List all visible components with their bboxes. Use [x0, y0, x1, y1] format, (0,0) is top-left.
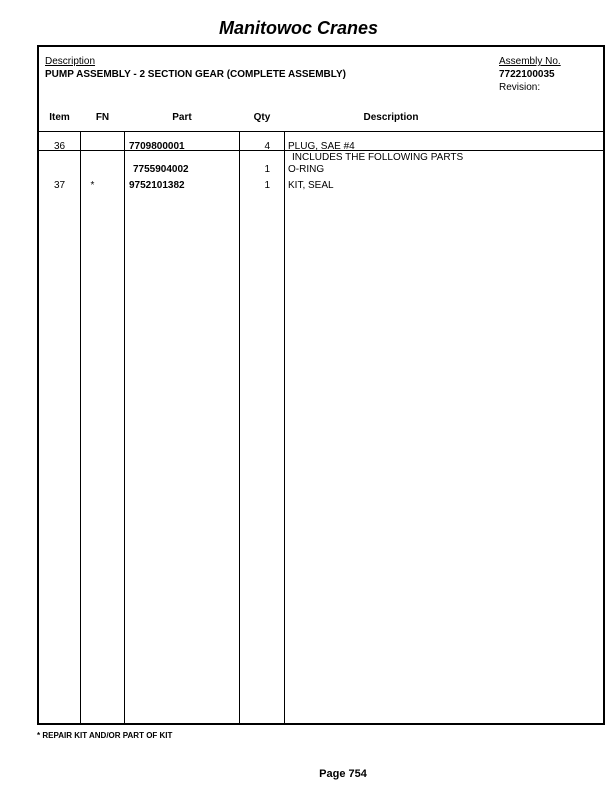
item-number: 36: [53, 141, 66, 152]
page-title: Manitowoc Cranes: [218, 18, 379, 38]
column-line: [284, 132, 285, 723]
fn-marker: *: [90, 180, 95, 191]
column-line: [124, 132, 125, 723]
part-number: 9752101382: [129, 180, 185, 191]
description-value: PUMP ASSEMBLY - 2 SECTION GEAR (COMPLETE ASSEMBLY): [45, 69, 346, 80]
quantity: 1: [264, 180, 270, 191]
column-line: [239, 132, 240, 723]
part-number: 7755904002: [133, 164, 189, 175]
col-header-fn: FN: [95, 112, 110, 123]
assembly-label: Assembly No.: [499, 56, 561, 67]
part-description: KIT, SEAL: [288, 180, 334, 191]
revision-label: Revision:: [499, 82, 541, 93]
col-header-description: Description: [363, 112, 419, 123]
part-description: PLUG, SAE #4: [288, 141, 355, 152]
page-number: Page 754: [319, 768, 367, 780]
item-number: 37: [53, 180, 66, 191]
col-header-item: Item: [49, 112, 70, 123]
column-line: [80, 132, 81, 723]
part-description: INCLUDES THE FOLLOWING PARTS: [292, 152, 464, 163]
assembly-number: 7722100035: [499, 69, 555, 80]
col-header-part: Part: [172, 112, 192, 123]
part-number: 7709800001: [129, 141, 185, 152]
description-label: Description: [45, 56, 96, 67]
part-description: O-RING: [288, 164, 325, 175]
parts-table-frame: [37, 45, 605, 725]
footnote: * REPAIR KIT AND/OR PART OF KIT: [37, 731, 173, 740]
col-header-qty: Qty: [253, 112, 271, 123]
quantity: 1: [264, 164, 270, 175]
quantity: 4: [264, 141, 270, 152]
